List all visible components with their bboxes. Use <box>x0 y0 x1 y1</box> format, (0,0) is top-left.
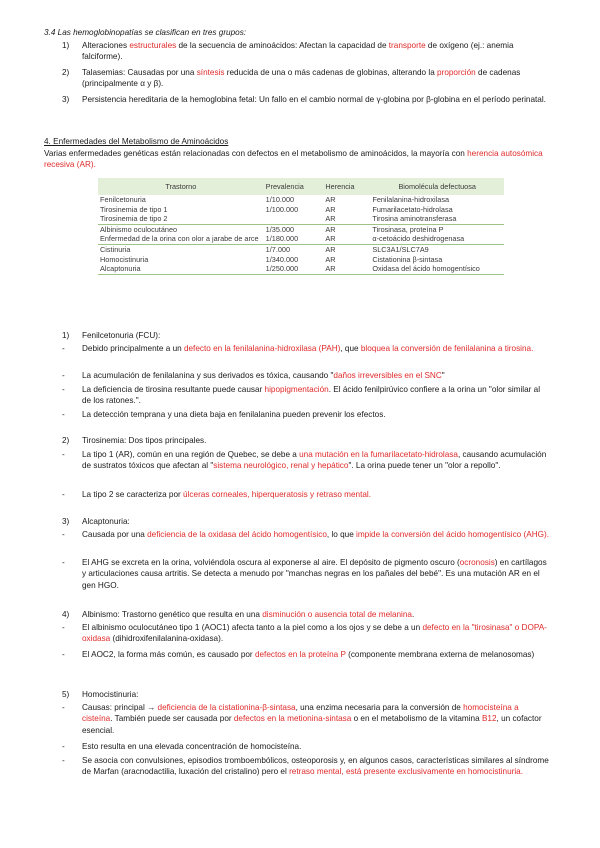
table-cell <box>264 214 324 224</box>
disease-bullet <box>62 370 550 381</box>
amino-acid-disorders-table <box>98 178 504 275</box>
bullet-text <box>82 370 550 381</box>
table-cell: 1/180.000 <box>264 234 324 244</box>
highlight-text: transporte <box>388 41 426 50</box>
text-run: (componente membrana externa de melanosomas) <box>345 650 535 659</box>
disease-heading <box>62 330 160 341</box>
highlight-text: hipopigmentación <box>264 385 329 394</box>
table-cell: 1/7.000 <box>265 244 291 254</box>
item-text <box>82 94 550 105</box>
table-cell: Enfermedad de la orina con olor a jarabe de arce <box>98 234 264 244</box>
table-cell: Fenilcetonuria <box>100 195 146 204</box>
item-text <box>82 40 550 63</box>
disease-bullet <box>62 409 550 420</box>
section-4-intro <box>44 148 552 171</box>
disease-bullet <box>62 649 550 660</box>
bullet-text <box>82 343 550 354</box>
disease-bullet <box>62 557 550 591</box>
text-run: . El ácido fenilpirúvico confiere a la orina un "olor similar al de los ratones.". <box>82 385 541 406</box>
disease-number: 5) <box>62 690 70 699</box>
text-run: , una enzima necesaria para la conversión de <box>295 703 464 712</box>
bullet-dash: - <box>62 650 65 659</box>
disease-number: 2) <box>62 436 70 445</box>
item-number: 1) <box>62 41 70 50</box>
highlight-text: homocisteína a cisteína <box>82 703 519 724</box>
highlight-text: síntesis <box>196 68 225 77</box>
disease-bullet <box>62 755 550 778</box>
highlight-text: estructurales <box>129 41 177 50</box>
bullet-text <box>82 489 550 500</box>
bullet-dash: - <box>62 703 65 712</box>
table-row <box>98 255 504 265</box>
text-run: , que <box>340 344 361 353</box>
text-run: Albinismo: Trastorno genético que resulta en una <box>82 610 263 619</box>
text-run: Varias enfermedades genéticas están relacionadas con defectos en el metabolismo de aminoácidos, la mayoría con <box>44 149 468 158</box>
bullet-text <box>82 755 550 778</box>
highlight-text: proporción <box>437 68 476 77</box>
table-cell: 1/35.000 <box>265 224 295 234</box>
text-run: de cadenas (principalmente α y β). <box>82 68 521 89</box>
table-cell: Oxidasa del ácido homogentísico <box>370 264 504 274</box>
table-cell: SLC3A1/SLC7A9 <box>372 244 429 254</box>
header-herencia: Herencia <box>323 178 370 195</box>
text-run: Se asocia con convulsiones, episodios tromboembólicos, osteoporosis y, en algunos casos, características similares al síndrome de Marfan (aracnodactilia, luxación del cristalino) pero el <box>82 756 549 777</box>
text-run: El AHG se excreta en la orina, volviéndola oscura al exponerse al aire. El depósito de pigmento oscuro ( <box>82 558 460 567</box>
text-run: , lo que <box>326 530 357 539</box>
bullet-text <box>82 384 550 407</box>
disease-title <box>82 436 206 445</box>
bullet-text <box>82 449 550 472</box>
text-run: La deficiencia de tirosina resultante puede causar <box>82 385 265 394</box>
text-run: , un cofactor esencial. <box>82 714 542 735</box>
table-cell: 1/250.000 <box>264 264 324 274</box>
table-cell: Tirosinasa, proteína P <box>372 224 444 234</box>
text-run: ) en cartílagos y articulaciones causa artritis. Se detecta a menudo por "manchas negras en los pañales del bebé". Es una mutación AR en el gen HGO. <box>82 558 547 590</box>
bullet-text <box>82 529 550 540</box>
highlight-text: retraso mental, está presente exclusivamente en homocistinuria. <box>289 767 523 777</box>
bullet-dash: - <box>62 344 65 353</box>
table-cell: Albinismo oculocutáneo <box>100 224 178 234</box>
bullet-dash: - <box>62 385 65 394</box>
disease-title <box>82 331 160 340</box>
table-cell: AR <box>325 224 336 234</box>
disease-bullet <box>62 529 550 540</box>
text-run: La tipo 2 se caracteriza por <box>82 490 184 499</box>
text-run: La acumulación de fenilalanina y sus derivados es tóxica, causando " <box>82 371 334 380</box>
text-run: " <box>441 371 445 380</box>
bullet-dash: - <box>62 490 65 499</box>
bullet-text <box>82 409 550 420</box>
text-run: Tirosinemia: Dos tipos principales. <box>82 436 207 445</box>
text-run: La tipo 1 (AR), común en una región de Quebec, se debe a <box>82 450 300 459</box>
bullet-dash: - <box>62 756 65 765</box>
highlight-text: defecto en la "tirosinasa" o DOPA-oxidasa <box>82 623 547 644</box>
disease-title <box>82 690 138 699</box>
text-run: (dihidroxifenilalanina-oxidasa). <box>110 634 224 644</box>
bullet-dash: - <box>62 558 65 567</box>
text-run: de oxígeno (ej.: anemia falciforme). <box>82 41 514 62</box>
disease-heading <box>62 435 206 446</box>
disease-bullet <box>62 741 550 752</box>
disease-bullet <box>62 449 550 472</box>
text-run: Causas: principal → <box>82 703 158 712</box>
table-cell: Cistinuria <box>100 244 131 254</box>
header-prevalencia: Prevalencia <box>264 178 324 195</box>
disease-number: 1) <box>62 331 70 340</box>
disease-bullet <box>62 702 550 736</box>
table-cell: AR <box>325 254 336 264</box>
bullet-dash: - <box>62 530 65 539</box>
text-run: , causando acumulación de sustratos tóxicos que afectan al " <box>82 450 547 471</box>
disease-title <box>82 610 414 619</box>
table-cell: Cistationina β-sintasa <box>372 254 443 264</box>
table-cell: Tirosinemia de tipo 1 <box>100 204 168 214</box>
text-run: . <box>411 610 415 619</box>
table-cell: AR <box>325 195 336 204</box>
highlight-text: una mutación en la fumarilacetato-hidrolasa <box>299 450 458 459</box>
bullet-dash: - <box>62 623 65 632</box>
bullet-text <box>82 622 550 645</box>
disease-number: 4) <box>62 610 70 619</box>
table-cell: Alcaptonuria <box>98 264 264 274</box>
table-row <box>98 195 504 205</box>
table-row <box>98 224 504 234</box>
text-run: Homocistinuria: <box>82 690 139 699</box>
table-row <box>98 214 504 224</box>
text-run: El albinismo oculocutáneo tipo 1 (AOC1) afecta tanto a la piel como a los ojos y se debe a un <box>82 623 423 632</box>
bullet-dash: - <box>62 410 65 419</box>
table-cell: AR <box>325 204 336 214</box>
highlight-text: úlceras corneales, hiperqueratosis y retraso mental. <box>183 490 371 499</box>
highlight-text: bloquea la conversión de fenilalanina a tirosina. <box>360 344 534 353</box>
table-cell: Homocistinuria <box>100 254 149 264</box>
table-row <box>98 244 504 254</box>
bullet-text <box>82 741 550 752</box>
text-run: . También puede ser causada por <box>110 714 234 724</box>
table-cell: 1/10.000 <box>265 195 295 204</box>
text-run: La detección temprana y una dieta baja en fenilalanina pueden prevenir los efectos. <box>82 410 386 419</box>
highlight-text: herencia autosómica recesiva (AR). <box>44 149 543 170</box>
text-run: reducida de una o más cadenas de globinas, alterando la <box>224 68 438 77</box>
section-3-4-heading: 3.4 Las hemoglobinopatías se clasifican en tres grupos: <box>44 28 247 37</box>
table-cell: AR <box>325 244 336 254</box>
text-run: Alcaptonuria: <box>82 517 130 526</box>
table-cell: Tirosina aminotransferasa <box>370 214 504 224</box>
highlight-text: deficiencia de la oxidasa del ácido homogentísico <box>147 530 327 539</box>
table-row <box>98 264 504 274</box>
highlight-text: defectos en la proteína P <box>254 650 346 659</box>
highlight-text: sistema neurológico, renal y hepático <box>213 461 349 471</box>
text-run: Esto resulta en una elevada concentración de homocisteína. <box>82 742 302 751</box>
hemoglobinopathy-item <box>62 94 550 105</box>
text-run: ". La orina puede tener un "olor a repollo". <box>348 461 501 471</box>
highlight-text: defecto en la fenilalanina-hidroxilasa (PAH) <box>183 344 341 353</box>
text-run: de la secuencia de aminoácidos: Afectan la capacidad de <box>176 41 389 50</box>
item-number: 2) <box>62 68 70 77</box>
disease-bullet <box>62 622 550 645</box>
highlight-text: defectos en la metionina-sintasa <box>233 714 352 724</box>
disease-bullet <box>62 489 550 500</box>
table-cell: Fenilalanina-hidroxilasa <box>372 195 450 204</box>
text-run: o en el metabolismo de la vitamina <box>351 714 482 724</box>
header-biomolecula: Biomolécula defectuosa <box>370 178 504 195</box>
bullet-dash: - <box>62 742 65 751</box>
table-cell: 1/340.000 <box>265 254 299 264</box>
table-cell: α-cetoácido deshidrogenasa <box>370 234 504 244</box>
item-number: 3) <box>62 95 70 104</box>
bullet-text <box>82 702 550 736</box>
hemoglobinopathy-item <box>62 67 550 90</box>
bullet-text <box>82 649 550 660</box>
table-cell: Tirosinemia de tipo 2 <box>98 214 264 224</box>
text-run: Alteraciones <box>82 41 130 50</box>
highlight-text: deficiencia de la cistationina-β-sintasa <box>157 703 296 712</box>
disease-heading <box>62 516 130 527</box>
disease-title <box>82 517 130 526</box>
table-row <box>98 205 504 215</box>
disease-heading <box>62 609 414 620</box>
text-run: Persistencia hereditaria de la hemoglobina fetal: Un fallo en el cambio normal de γ-globina por β-globina en el período perinatal. <box>82 95 546 104</box>
bullet-text <box>82 557 550 591</box>
header-trastorno: Trastorno <box>98 178 264 195</box>
table-cell: AR <box>323 264 370 274</box>
text-run: Talasemias: Causadas por una <box>82 68 197 77</box>
text-run: Fenilcetonuria (FCU): <box>82 331 161 340</box>
bullet-dash: - <box>62 450 65 459</box>
table-cell: AR <box>323 214 370 224</box>
highlight-text: impide la conversión del ácido homogentísico (AHG). <box>356 530 549 539</box>
section-4-heading: 4. Enfermedades del Metabolismo de Aminoácidos <box>44 137 229 146</box>
highlight-text: disminución o ausencia total de melanina <box>262 610 412 619</box>
disease-number: 3) <box>62 517 70 526</box>
table-cell: AR <box>323 234 370 244</box>
disease-bullet <box>62 343 550 354</box>
highlight-text: B12 <box>481 714 497 724</box>
table-row <box>98 234 504 244</box>
item-text <box>82 67 550 90</box>
text-run: Debido principalmente a un <box>82 344 184 353</box>
bullet-dash: - <box>62 371 65 380</box>
disease-heading <box>62 689 138 700</box>
text-run: El AOC2, la forma más común, es causado por <box>82 650 255 659</box>
hemoglobinopathy-item <box>62 40 550 63</box>
table-cell: 1/100.000 <box>265 204 299 214</box>
table-cell: Fumarilacetato-hidrolasa <box>372 204 453 214</box>
highlight-text: daños irreversibles en el SNC <box>333 371 442 380</box>
highlight-text: ocronosis <box>459 558 495 567</box>
text-run: Causada por una <box>82 530 148 539</box>
disease-bullet <box>62 384 550 407</box>
